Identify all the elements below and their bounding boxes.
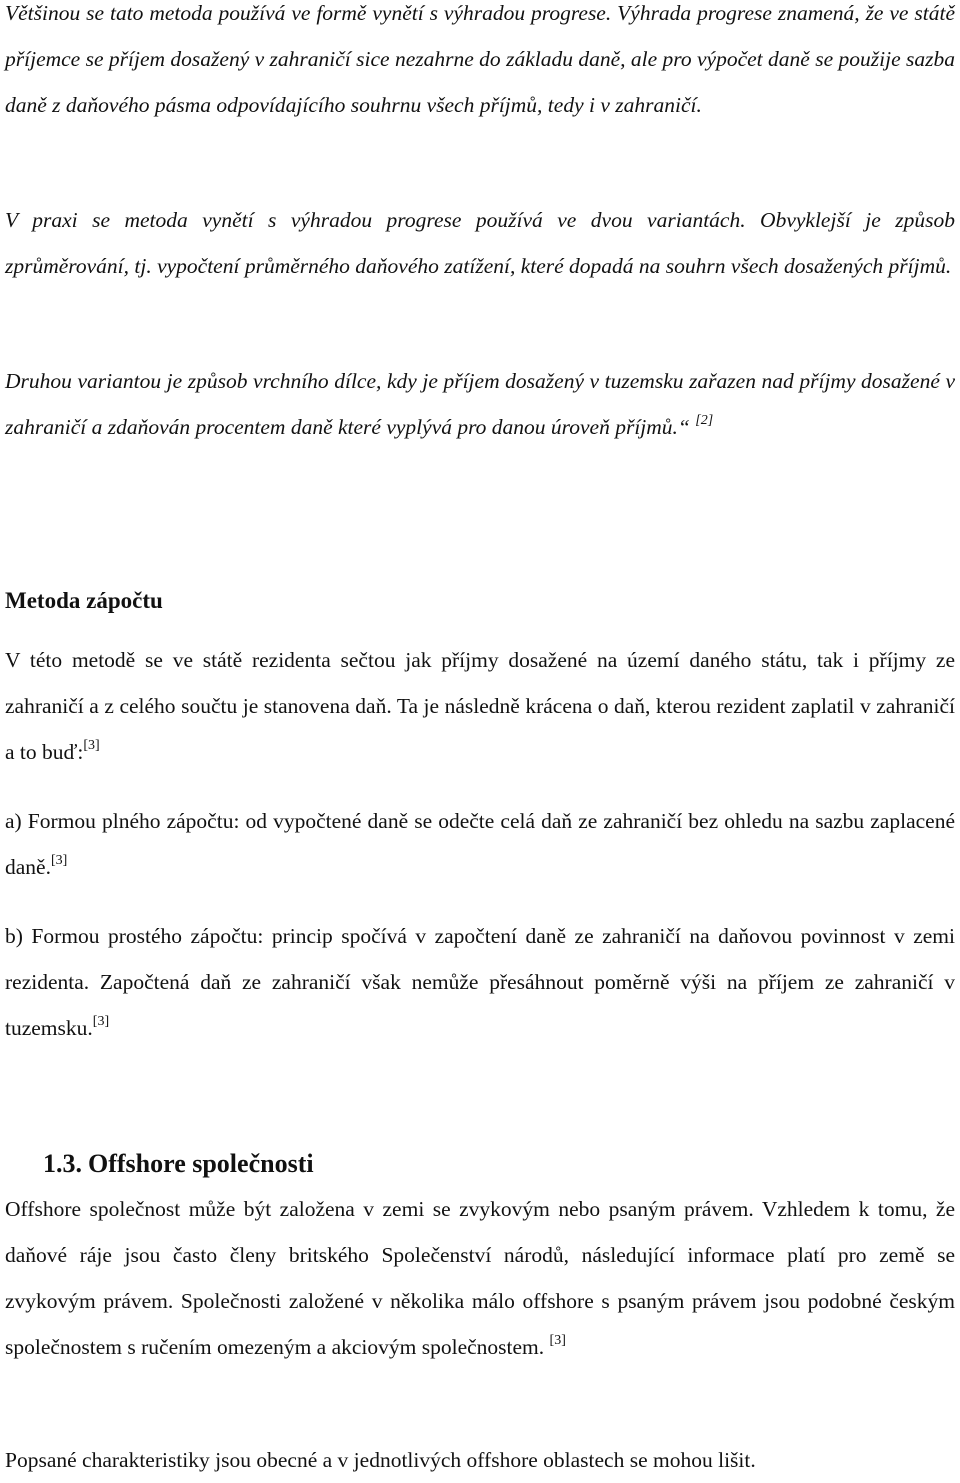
list-item-ordinary-credit: b) Formou prostého zápočtu: princip spočívá v započtení daně ze zahraničí na daňovou povinnost v zemi rezidenta. Započtená daň ze zahraničí však nemůže přesáhnout poměrně výši na příjem ze zahraničí v tuzemsku.[3]	[5, 924, 955, 1040]
paragraph-offshore-company: Offshore společnost může být založena v zemi se zvykovým nebo psaným právem. Vzhledem k tomu, že daňové ráje jsou často členy britského Společenství národů, následující informace platí pro země se zvykovým právem. Společnosti založené v několika málo offshore s psaným právem jsou podobné českým společnostem s ručením omezeným a akciovým společnostem. [3]	[5, 1197, 955, 1359]
paragraph-upper-slice: Druhou variantou je způsob vrchního dílce, kdy je příjem dosažený v tuzemsku zařazen nad příjmy dosažené v zahraničí a zdaňován procentem daně které vyplývá pro danou úroveň příjmů.“ [2]	[5, 369, 955, 439]
citation-ref: [3]	[83, 737, 100, 753]
citation-ref: [2]	[695, 412, 714, 428]
section-title: Offshore společnosti	[88, 1149, 314, 1178]
section-heading-credit-method: Metoda zápočtu	[5, 588, 163, 613]
citation-ref: [3]	[92, 1013, 110, 1029]
section-number: 1.3.	[43, 1149, 82, 1178]
section-heading-offshore	[5, 1141, 314, 1187]
citation-ref: [3]	[549, 1332, 566, 1348]
citation-ref: [3]	[50, 852, 68, 868]
paragraph-progression-exemption: Většinou se tato metoda používá ve formě vynětí s výhradou progrese. Výhrada progrese znamená, že ve státě příjemce se příjem dosažený v zahraničí sice nezahrne do základu daně, ale pro výpočet daně se použije sazba daně z daňového pásma odpovídajícího souhrnu všech příjmů, tedy i v zahraničí.	[5, 1, 955, 117]
list-item-full-credit: a) Formou plného zápočtu: od vypočtené daně se odečte celá daň ze zahraničí bez ohledu na sazbu zaplacené daně.[3]	[5, 809, 955, 879]
paragraph-credit-method: V této metodě se ve státě rezidenta sečtou jak příjmy dosažené na území daného státu, tak i příjmy ze zahraničí a z celého součtu je stanovena daň. Ta je následně krácena o daň, kterou rezident zaplatil v zahraničí a to buď:[3]	[5, 648, 955, 764]
paragraph-practice-variants: V praxi se metoda vynětí s výhradou progrese používá ve dvou variantách. Obvyklejší je způsob zprůměrování, tj. vypočtení průměrného daňového zatížení, které dopadá na souhrn všech dosažených příjmů.	[5, 208, 955, 278]
paragraph-offshore-note: Popsané charakteristiky jsou obecné a v jednotlivých offshore oblastech se mohou lišit.	[5, 1448, 756, 1472]
